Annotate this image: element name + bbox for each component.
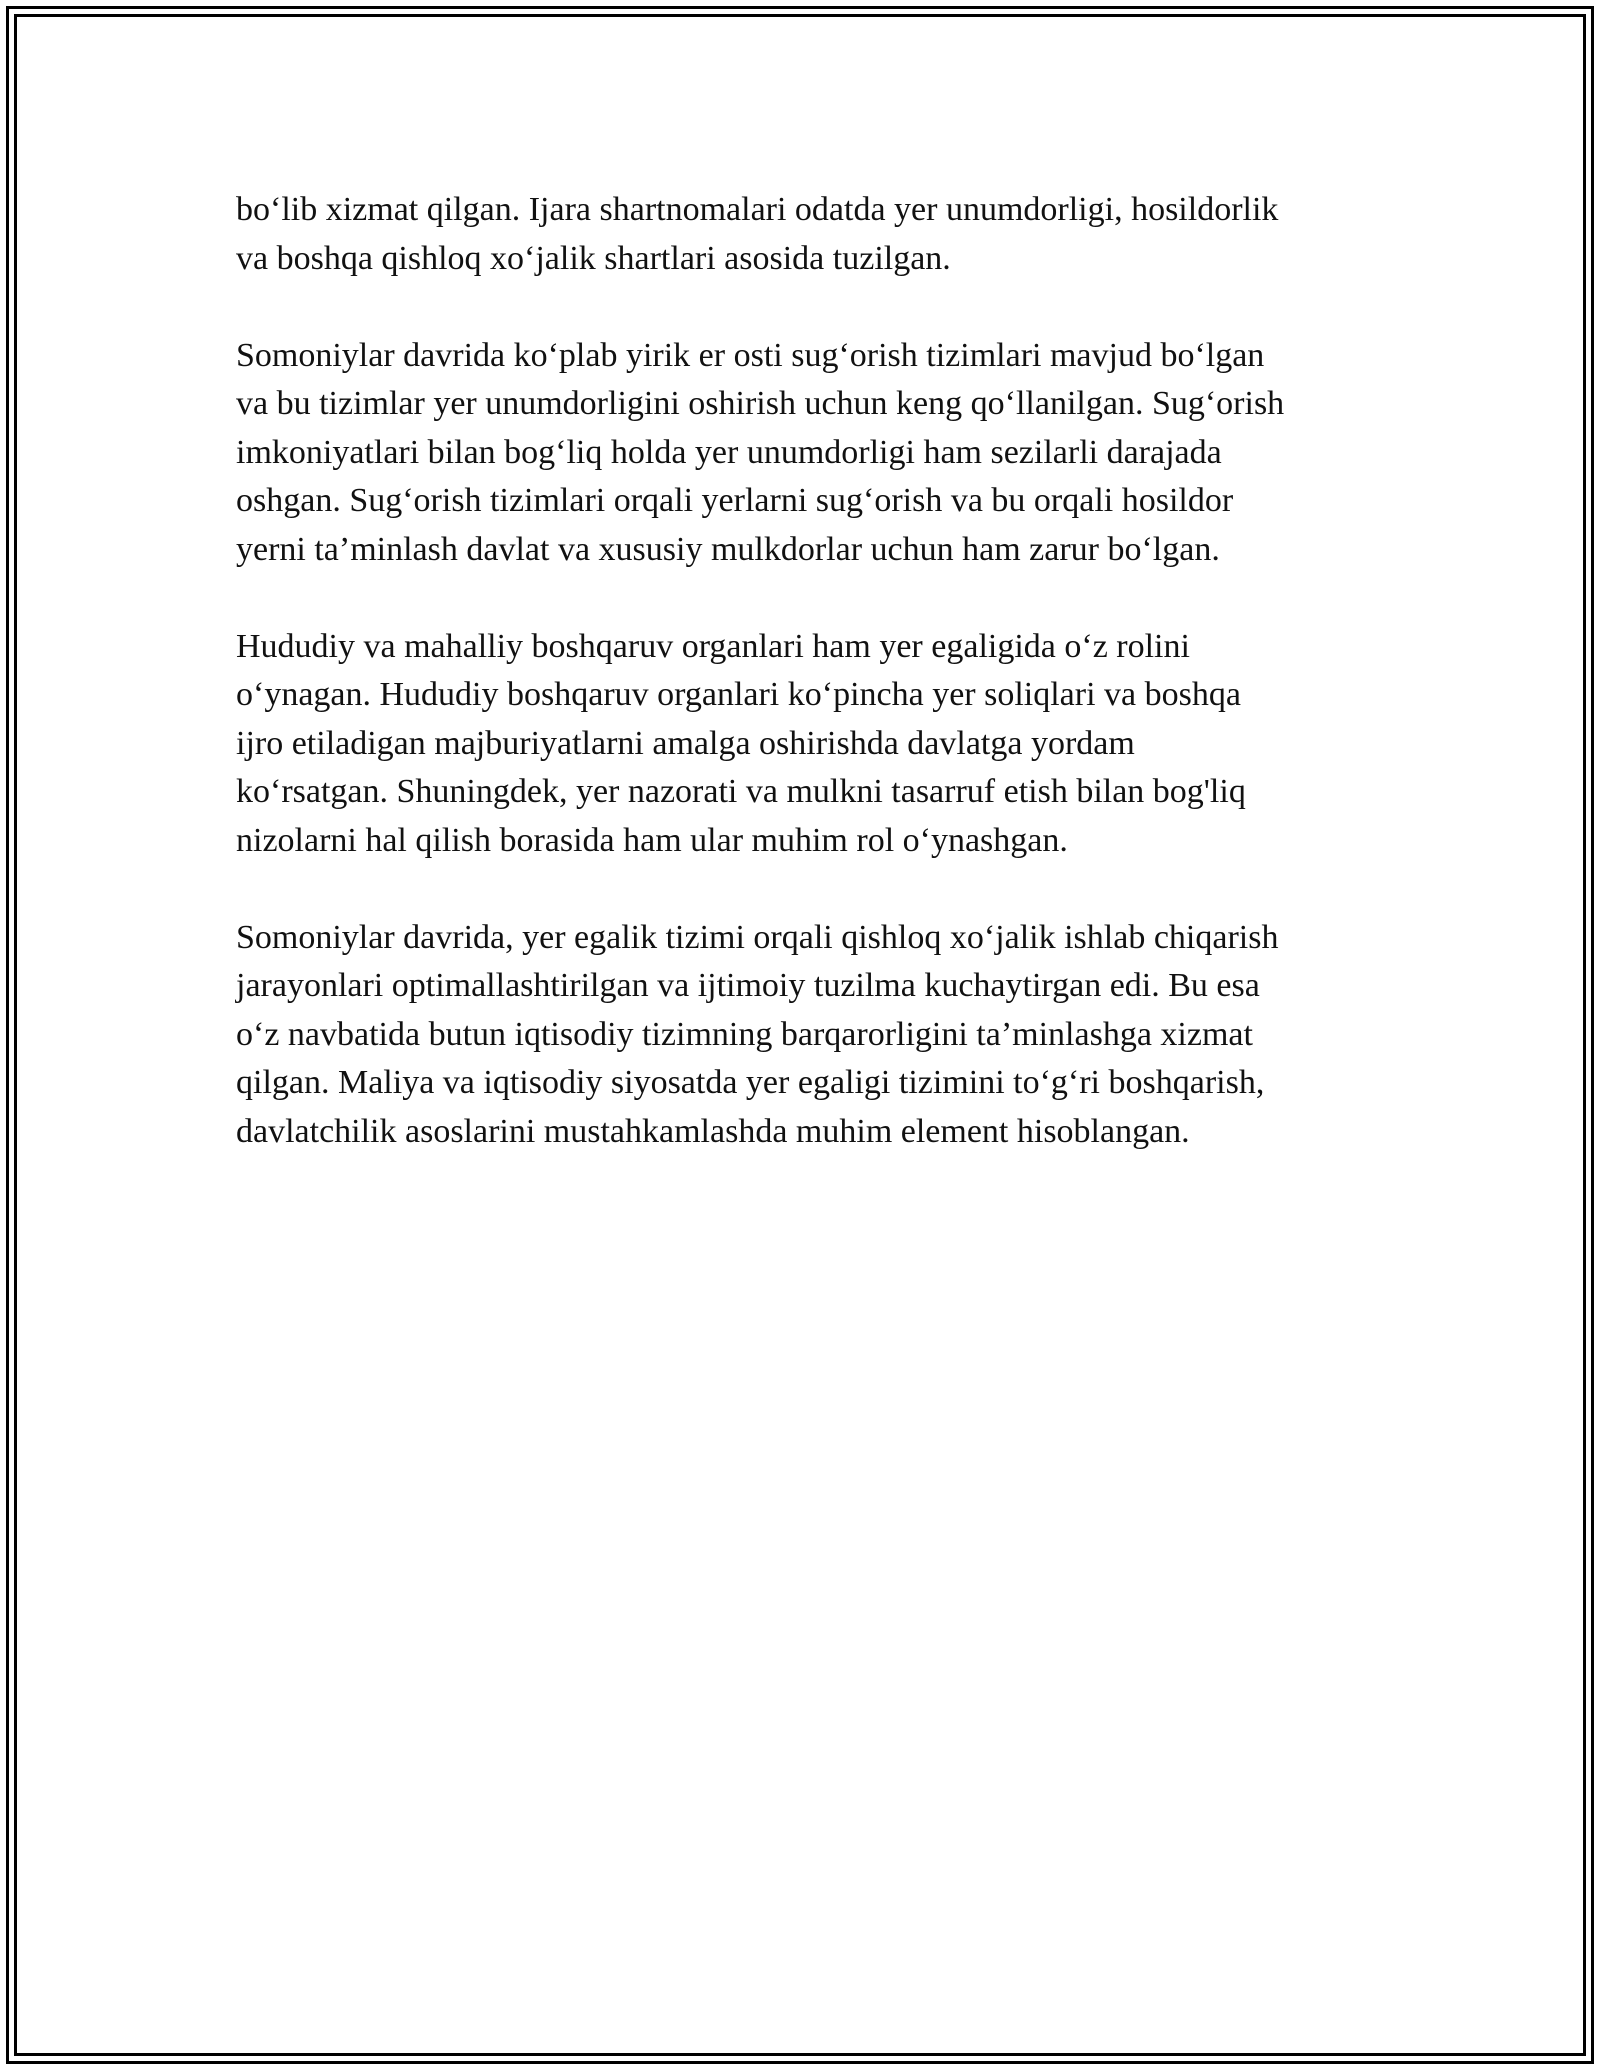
paragraph-2: Somoniylar davrida ko‘plab yirik er osti sug‘orish tizimlari mavjud bo‘lgan va bu tizimlar yer unumdorligini oshirish uchun keng qo‘llanilgan. Sug‘orish imkoniyatlari bilan bog‘liq holda yer unumdorligi ham sezilarli darajada oshgan. Sug‘orish tizimlari orqali yerlarni sug‘orish va bu orqali hosildor yerni ta’minlash davlat va xususiy mulkdorlar uchun ham zarur bo‘lgan. (236, 336, 1285, 568)
paragraph-3: Hududiy va mahalliy boshqaruv organlari ham yer egaligida o‘z rolini o‘ynagan. Hududiy boshqaruv organlari ko‘pincha yer soliqlari va boshqa ijro etiladigan majburiyatlarni amalga oshirishda davlatga yordam ko‘rsatgan. Shuningdek, yer nazorati va mulkni tasarruf etish bilan bog'liq nizolarni hal qilish borasida ham ular muhim rol o‘ynashgan. (236, 627, 1246, 859)
paragraph-1: bo‘lib xizmat qilgan. Ijara shartnomalari odatda yer unumdorligi, hosildorlik va boshqa qishloq xo‘jalik shartlari asosida tuzilgan. (236, 191, 1279, 277)
paragraph-4: Somoniylar davrida, yer egalik tizimi orqali qishloq xo‘jalik ishlab chiqarish jarayonlari optimallashtirilgan va ijtimoiy tuzilma kuchaytirgan edi. Bu esa o‘z navbatida butun iqtisodiy tizimning barqarorligini ta’minlashga xizmat qilgan. Maliya va iqtisodiy siyosatda yer egaligi tizimini to‘g‘ri boshqarish, davlatchilik asoslarini mustahkamlashda muhim element hisoblangan. (236, 918, 1279, 1150)
document-body (236, 186, 1396, 1156)
